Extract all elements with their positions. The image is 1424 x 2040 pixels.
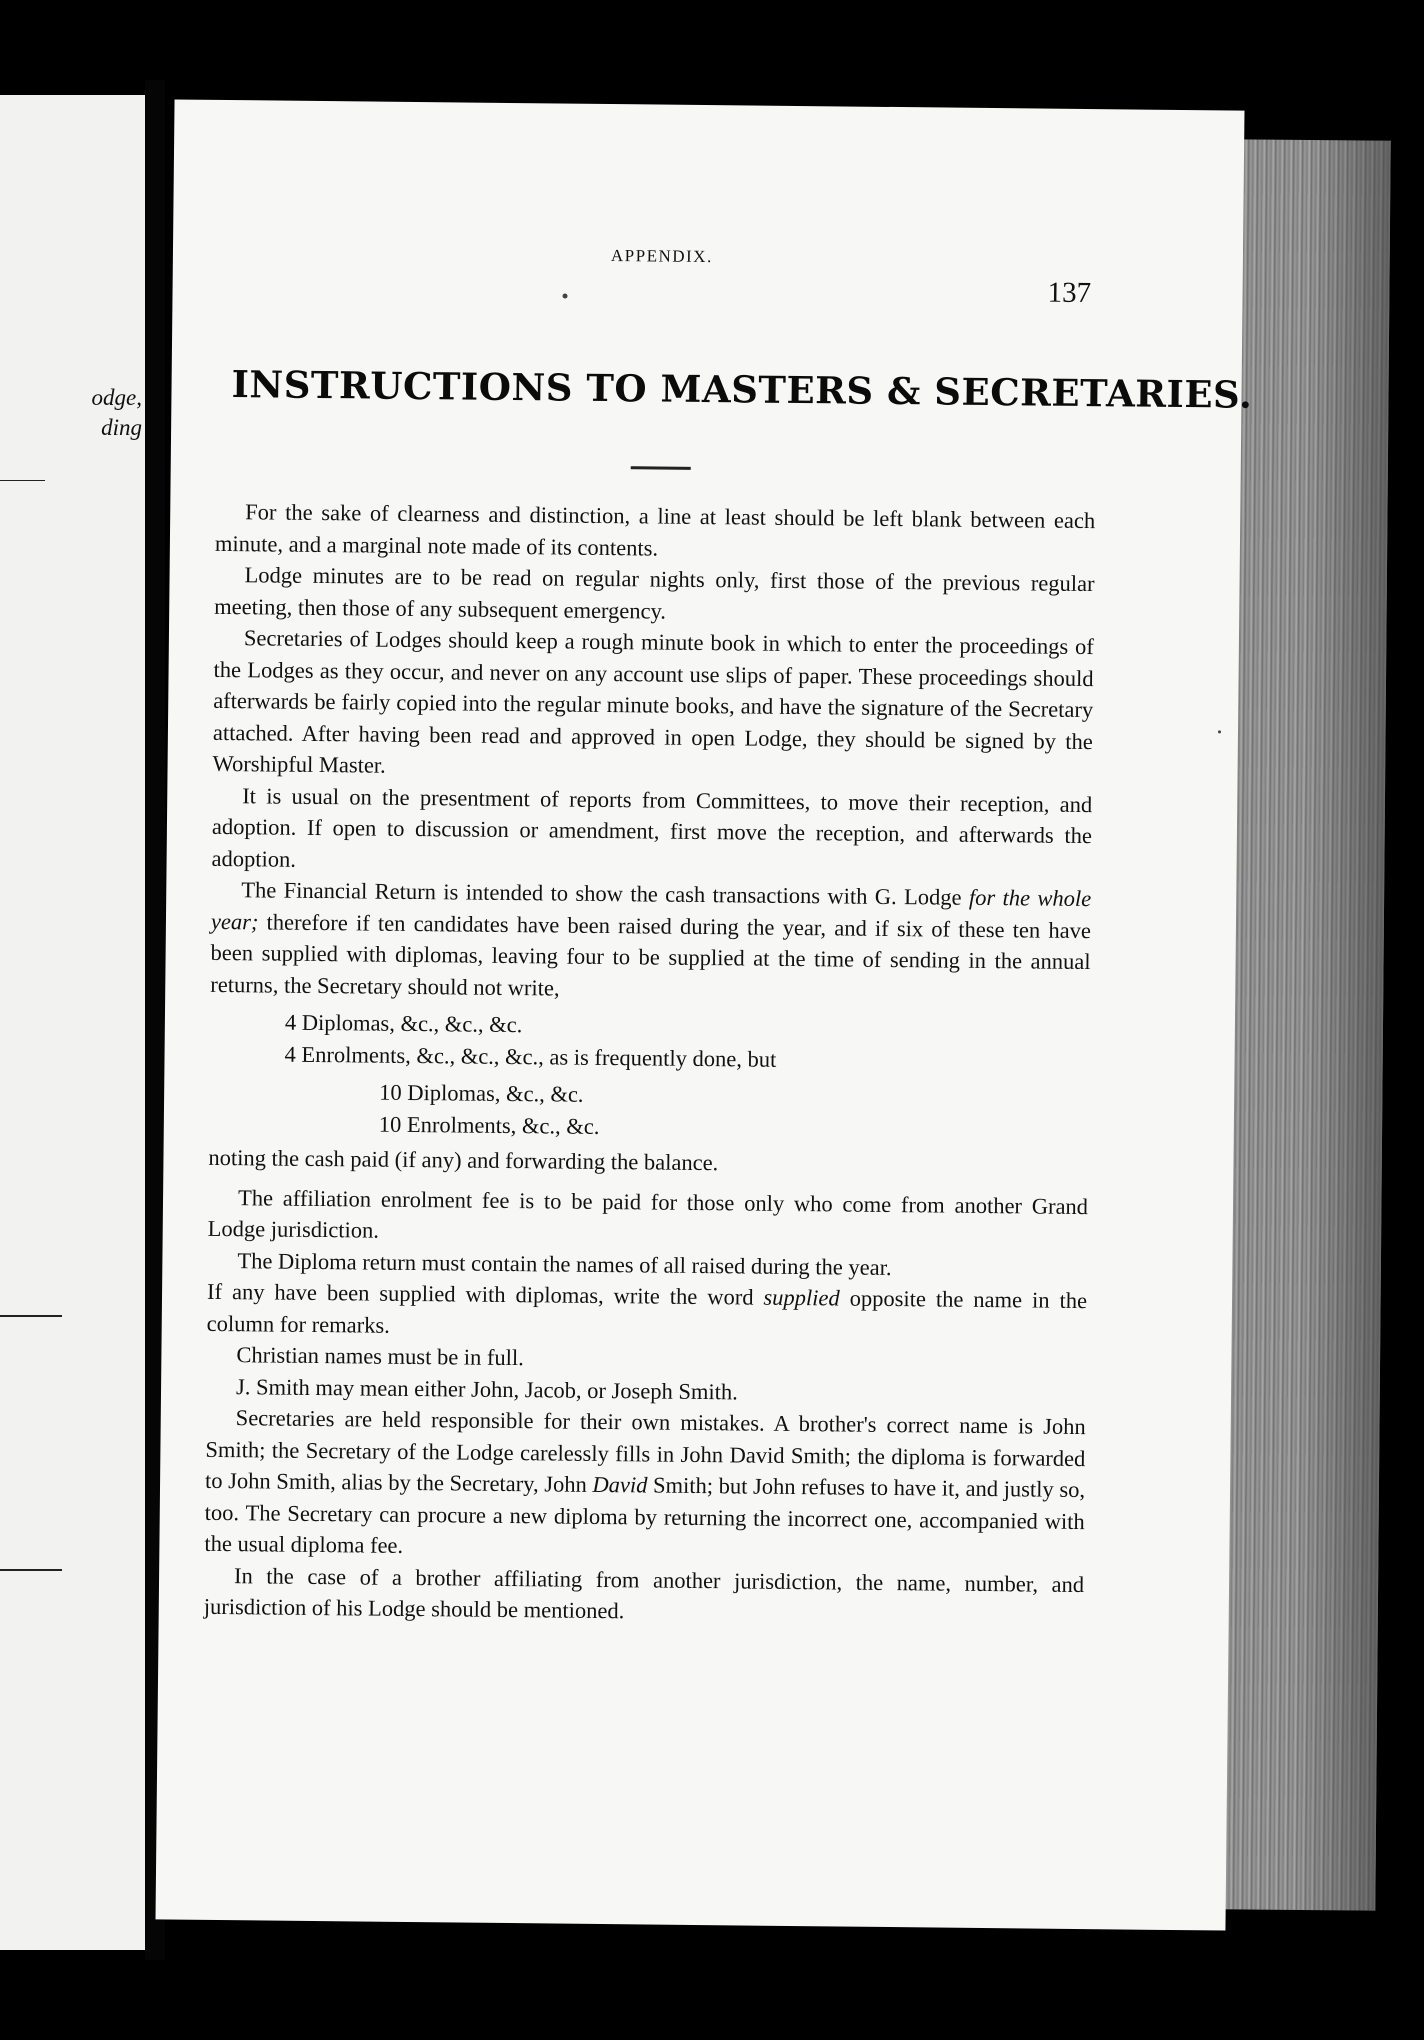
list-item: 4 Enrolments, &c., &c., &c., as is frequently done, but — [284, 1041, 777, 1072]
correct-entry-list — [209, 1075, 1090, 1147]
italic-name: David — [592, 1471, 648, 1498]
left-page-rule-3 — [0, 1569, 62, 1571]
list-item: 10 Diplomas, &c., &c. — [379, 1079, 584, 1107]
paragraph-5: The Financial Return is intended to show the cash transactions with G. Lodge for the whole year; therefore if ten candidates have been raised during the year, and if six of these ten have been supplied with diplomas, leaving four to be supplied at the time of sending in the annual returns, the Secretary should not write, — [210, 877, 1092, 1001]
paragraph-7: The affiliation enrolment fee is to be paid for those only who come from another Grand Lodge jurisdiction. — [207, 1184, 1089, 1243]
page-body — [204, 496, 1096, 1632]
paragraph-1: For the sake of clearness and distinction, a line at least should be left blank between each minute, and a marginal note made of its contents. — [214, 499, 1096, 561]
left-page-rule-1 — [0, 480, 45, 481]
left-page-word-2: ding — [101, 415, 142, 440]
paragraph-4: It is usual on the presentment of reports from Committees, to move their reception, and adoption. If open to discussion or amendment, first move the reception, and afterwards the adoption. — [211, 782, 1093, 872]
page-title: INSTRUCTIONS TO MASTERS & SECRETARIES. — [231, 362, 1253, 417]
paragraph-13: In the case of a brother affiliating from another jurisdiction, the name, number, and jurisdiction of his Lodge should be mentioned. — [203, 1562, 1085, 1624]
list-item: 10 Enrolments, &c., &c. — [378, 1111, 600, 1139]
left-page-rule-2 — [0, 1315, 62, 1317]
paragraph-3: Secretaries of Lodges should keep a rough minute book in which to enter the proceedings of the Lodges as they occur, and never on any account use slips of paper. These proceedings should afterwards be fairly copied into the regular minute books, and have the signature of the Secretary attached. After having been read and approved in open Lodge, they should be signed by the Worshipful Master. — [212, 625, 1095, 778]
paragraph-6: noting the cash paid (if any) and forwarding the balance. — [208, 1144, 719, 1176]
list-item: 4 Diplomas, &c., &c., &c. — [284, 1009, 523, 1038]
paragraph-9: If any have been supplied with diplomas, write the word supplied opposite the name in the column for remarks. — [206, 1278, 1088, 1338]
page-number: 137 — [1047, 276, 1092, 310]
ink-speck — [1218, 730, 1221, 733]
title-divider — [631, 466, 691, 470]
italic-word: supplied — [763, 1284, 840, 1311]
facing-page-fragment — [0, 95, 148, 1950]
paragraph-12: Secretaries are held responsible for their own mistakes. A brother's correct name is John Smith; the Secretary of the Lodge carelessly fills in John David Smith; the diploma is forwarded to John Smith, alias by the Secretary, John David Smith; but John refuses to have it, and justly so, too. The Secretary can procure a new diploma by returning the incorrect one, accompanied with the usual diploma fee. — [204, 1405, 1086, 1558]
paragraph-11: J. Smith may mean either John, Jacob, or Joseph Smith. — [235, 1373, 739, 1404]
book-page — [156, 99, 1253, 1930]
paragraph-2: Lodge minutes are to be read on regular nights only, first those of the previous regular meeting, then those of any subsequent emergency. — [214, 562, 1095, 624]
paragraph-8: The Diploma return must contain the names of all raised during the year. — [237, 1247, 892, 1280]
ink-speck — [562, 294, 567, 299]
left-page-word-1: odge, — [91, 385, 142, 410]
paragraph-10: Christian names must be in full. — [236, 1342, 525, 1371]
italic-phrase: for the whole year; — [210, 884, 1092, 934]
running-head: APPENDIX. — [610, 246, 713, 267]
incorrect-entry-list — [209, 1006, 1090, 1078]
